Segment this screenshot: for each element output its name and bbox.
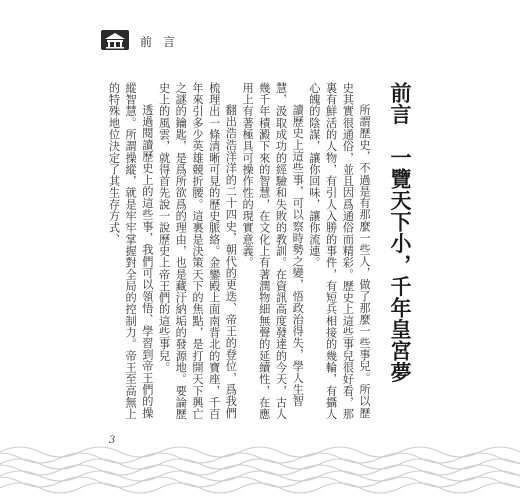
wave-pattern-decoration [0,440,520,500]
section-label: 前言 [140,35,187,49]
paragraph: 讀歷史上這些事，可以察時勢之變，悟政治得失，學人生智慧，汲取成功的經驗和失敗的教訓。在資訊高度發達的今天，古人幾千年積澱下來的智慧，在文化上有著潤物細無聲的延續性，在應用上有著極具可操作性的現實意義。 [241,82,305,420]
paragraph: 透過閱讀歷史上的這些事，我們可以領悟、學習到帝王們的操縱智慧。所謂操縱，就是牢牢掌握對全局的控制力。帝王至高無上的特殊地位決定了其生存方式、 [107,82,154,420]
paragraph: 所謂歷史，不過是有那麼一些人，做了那麼一些事兒。所以歷史其實很通俗，並且因爲通俗而精彩。歷史上這些事兒很好看，那裏有鮮活的人物，有引人入勝的事件，有短兵相接的幾輪，有攝人心魄的陰謀，讓你回味，讓你流連。 [307,82,371,420]
paragraph: 翻出浩浩洋洋的二十四史，朝代的更迭、帝王的登位，爲我們梳理出一條清晰可見的歷史脈絡。金鑾殿上面南背北的寶座，千百年來引多少英雄競折腰。這裏是決策天下的焦點，是打開天下興亡之謎的鑰匙，是爲所欲爲的理由，也是藏汙納垢的發源地。要論歷史上的風雲，就得首先說一說歷史上帝王們的這些事兒。 [157,82,238,420]
page-number: 3 [109,435,116,446]
building-seal-icon [101,30,129,50]
vertical-text-block [107,82,417,422]
chapter-title: 前言 一覽天下小，千年皇宮夢 [388,82,413,383]
